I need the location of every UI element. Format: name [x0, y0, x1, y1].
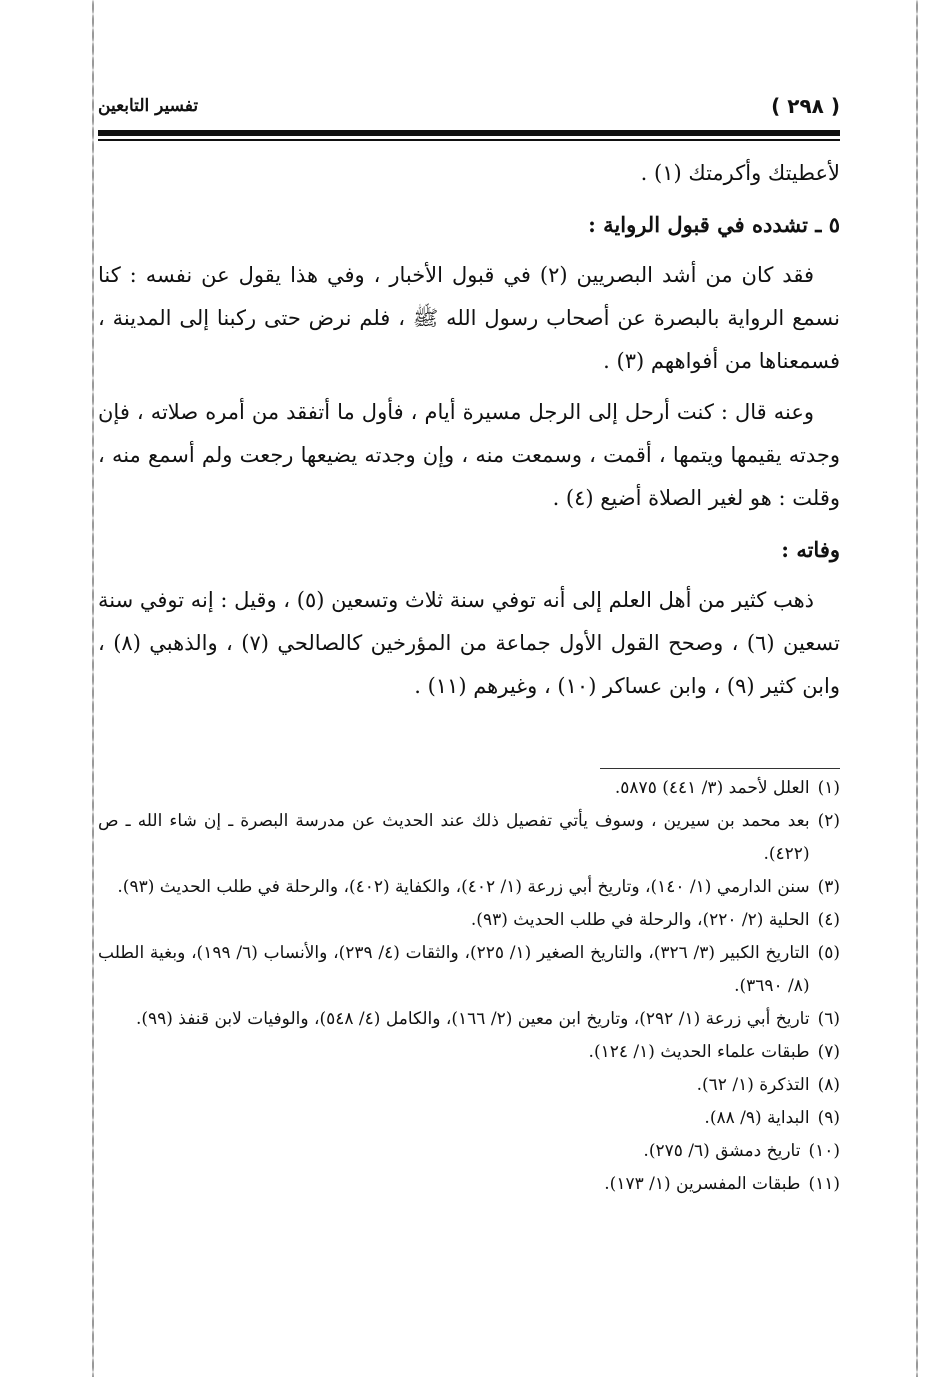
footnote-text: البداية (٩/ ٨٨). — [704, 1108, 810, 1128]
footnote — [98, 904, 840, 937]
footnote — [98, 1102, 840, 1135]
running-title: تفسير التابعين — [98, 96, 199, 116]
footnote-separator — [600, 768, 840, 769]
footnote-text: طبقات علماء الحديث (١/ ١٢٤). — [588, 1042, 810, 1062]
footnote-text: تاريخ أبي زرعة (١/ ٢٩٢)، وتاريخ ابن معين (٢/ ١٦٦)، والكامل (٤/ ٥٤٨)، والوفيات لابن قنفذ (٩٩). — [135, 1009, 810, 1029]
section-heading-narration: ٥ ـ تشدده في قبول الرواية : — [588, 212, 840, 237]
page-number: ( ٢٩٨ ) — [771, 94, 840, 118]
footnote-text: بعد محمد بن سيرين ، وسوف يأتي تفصيل ذلك عند الحديث عن مدرسة البصرة ـ إن شاء الله ـ ص (٤٢٢). — [98, 811, 810, 864]
section-heading-death: وفاته : — [781, 537, 840, 562]
footnote-text: سنن الدارمي (١/ ١٤٠)، وتاريخ أبي زرعة (١/ ٤٠٢)، والكفاية (٤٠٢)، والرحلة في طلب الحديث (٩٣). — [117, 877, 810, 897]
header-rule-thin — [98, 139, 840, 141]
footnote — [98, 805, 840, 871]
footnote-text: الحلية (٢/ ٢٢٠)، والرحلة في طلب الحديث (٩٣). — [470, 910, 810, 930]
footnote — [98, 1003, 840, 1036]
footnote-text: التاريخ الكبير (٣/ ٣٢٦)، والتاريخ الصغير (١/ ٢٢٥)، والثقات (٤/ ٢٣٩)، والأنساب (٦/ ١٩٩)، وبغية الطلب (٨/ ٣٦٩٠). — [98, 943, 810, 996]
footnote-number: (٤) — [817, 910, 840, 930]
footnote-number: (٥) — [817, 943, 840, 963]
footnote-text: التذكرة (١/ ٦٢). — [696, 1075, 810, 1095]
footnote-text: تاريخ دمشق (٦/ ٢٧٥). — [643, 1141, 801, 1161]
header-rule-thick — [98, 130, 840, 136]
footnote-number: (١٠) — [808, 1141, 840, 1161]
paragraph-2: فقد كان من أشد البصريين (٢) في قبول الأخبار ، وفي هذا يقول عن نفسه : كنا نسمع الرواية بالبصرة عن أصحاب رسول الله ﷺ ، فلم نرض حتى ركبنا إلى المدينة ، فسمعناها من أفواههم (٣) . — [98, 263, 840, 373]
footnote — [98, 772, 840, 805]
footnote — [98, 871, 840, 904]
footnote-number: (٦) — [817, 1009, 840, 1029]
main-text — [98, 152, 840, 716]
paragraph-3: وعنه قال : كنت أرحل إلى الرجل مسيرة أيام ، فأول ما أتفقد من أمره صلاته ، فإن وجدته يقيمها ويتمها ، أقمت ، وسمعت منه ، وإن وجدته يضيعها رجعت ولم أسمع منه ، وقلت : هو لغير الصلاة أضيع (٤) . — [98, 400, 840, 510]
footnotes — [98, 772, 840, 1201]
scan-dotted-margin-left — [92, 0, 94, 1377]
scan-dotted-margin-right — [916, 0, 918, 1377]
footnote-number: (٢) — [817, 811, 840, 831]
footnote — [98, 1168, 840, 1201]
footnote — [98, 937, 840, 1003]
footnote-number: (٨) — [817, 1075, 840, 1095]
paragraph-4: ذهب كثير من أهل العلم إلى أنه توفي سنة ثلاث وتسعين (٥) ، وقيل : إنه توفي سنة تسعين (٦) ، وصحح القول الأول جماعة من المؤرخين كالصالحي (٧) ، والذهبي (٨) ، وابن كثير (٩) ، وابن عساكر (١٠) ، وغيرهم (١١) . — [98, 588, 840, 698]
page-header — [98, 92, 840, 132]
footnote-number: (٣) — [817, 877, 840, 897]
footnote — [98, 1069, 840, 1102]
footnote-number: (١١) — [808, 1174, 840, 1194]
footnote-text: طبقات المفسرين (١/ ١٧٣). — [604, 1174, 801, 1194]
footnote-number: (١) — [817, 778, 840, 798]
footnote-number: (٧) — [817, 1042, 840, 1062]
footnote-number: (٩) — [817, 1108, 840, 1128]
footnote-text: العلل لأحمد (٣/ ٤٤١) ٥٨٧٥. — [614, 778, 810, 798]
footnote — [98, 1036, 840, 1069]
footnote — [98, 1135, 840, 1168]
paragraph-1: لأعطيتك وأكرمتك (١) . — [640, 161, 840, 185]
